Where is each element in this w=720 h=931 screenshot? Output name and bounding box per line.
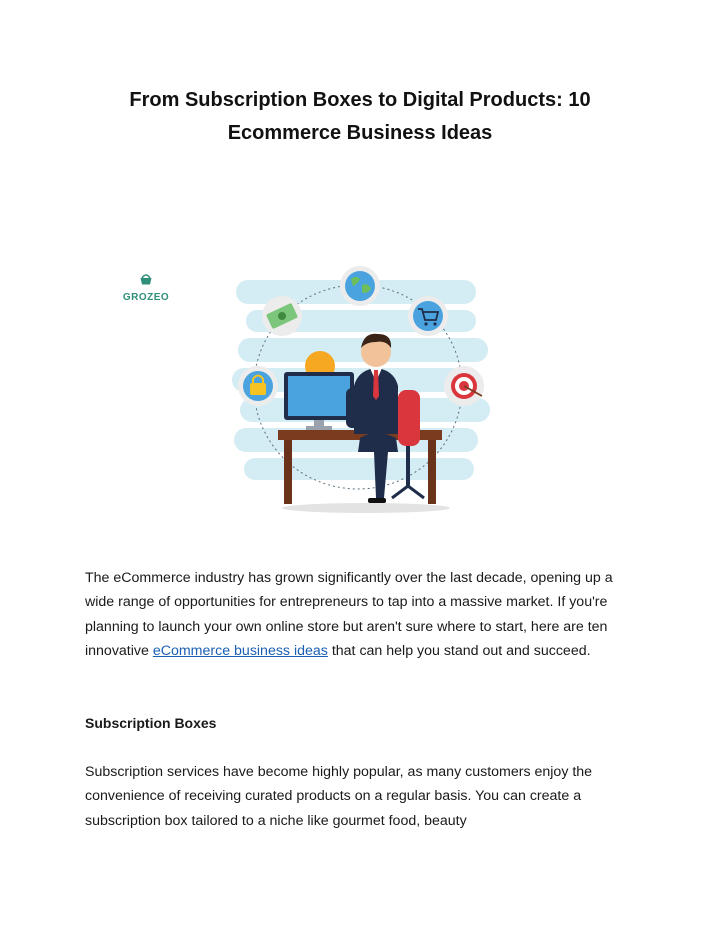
section-heading-subscription-boxes: Subscription Boxes	[85, 715, 217, 731]
intro-text-part-1: The eCommerce industry has grown significantly over the last decade, opening up a wide range of opportunities for entrepreneurs to tap into a massive market. If you're planning to launch your own online store but aren't sure where to start, here are ten innovative	[85, 570, 613, 659]
document-title	[60, 84, 660, 150]
ecommerce-business-ideas-link[interactable]: eCommerce business ideas	[152, 642, 328, 659]
intro-text-part-2: that can help you stand out and succeed.	[327, 642, 591, 659]
money-icon	[262, 296, 302, 336]
globe-icon	[340, 266, 380, 306]
basket-icon	[139, 272, 153, 286]
intro-paragraph	[85, 566, 645, 663]
grozeo-logo	[116, 272, 176, 303]
floor-shadow	[282, 503, 450, 513]
business-illustration	[228, 262, 498, 517]
title-line-2: Ecommerce Business Ideas	[227, 122, 493, 144]
title-line-1: From Subscription Boxes to Digital Products: 10	[129, 89, 591, 111]
logo-text: GROZEO	[122, 292, 170, 303]
subscription-paragraph: Subscription services have become highly popular, as many customers enjoy the convenience of receiving curated products on a regular basis. You can create a subscription box tailored to a niche like gourmet food, beauty	[85, 764, 593, 829]
target-icon	[444, 366, 484, 406]
cart-icon	[408, 296, 448, 336]
lock-icon	[238, 366, 278, 406]
